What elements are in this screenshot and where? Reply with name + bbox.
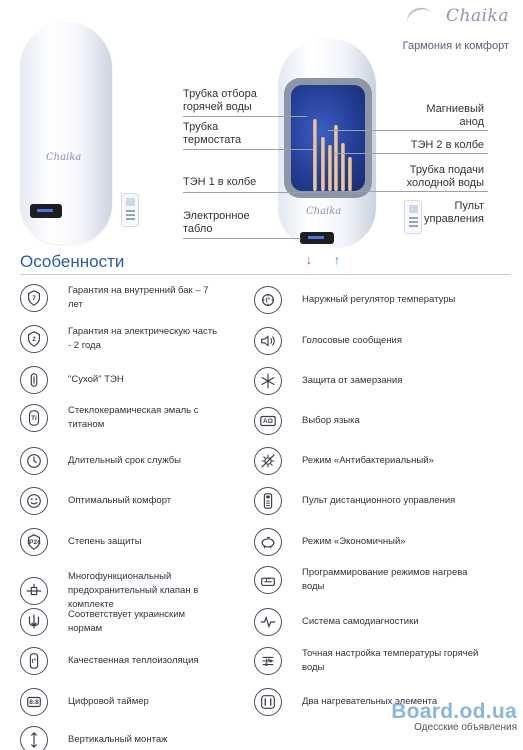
feature-item bbox=[20, 447, 250, 475]
brand-logo bbox=[403, 6, 509, 52]
tank-interior bbox=[291, 85, 365, 191]
programming-icon bbox=[254, 566, 282, 594]
callout-ten2: ТЭН 2 в колбе bbox=[410, 139, 484, 151]
warranty-7-icon bbox=[20, 284, 48, 312]
feature-item bbox=[254, 528, 484, 556]
icon-badge: AΩ bbox=[263, 417, 273, 425]
feature-item bbox=[20, 325, 250, 353]
heating-element-1-icon bbox=[328, 145, 332, 191]
leader-line bbox=[183, 192, 321, 193]
callout-cold-tube: Трубка подачи холодной воды bbox=[406, 164, 484, 189]
cold-water-tube-icon bbox=[348, 157, 352, 191]
heater-logo: Chaika bbox=[46, 152, 82, 163]
vertical-mount-icon bbox=[20, 726, 48, 750]
speaker-icon bbox=[254, 327, 282, 355]
trident-icon bbox=[20, 608, 48, 636]
remote-control-image bbox=[121, 193, 139, 227]
feature-label: Программирование режимов нагрева воды bbox=[302, 567, 468, 592]
feature-item bbox=[254, 407, 484, 435]
icon-badge: IP24 bbox=[27, 538, 41, 546]
feature-label: Выбор языка bbox=[302, 415, 360, 426]
feature-item bbox=[254, 286, 484, 314]
feature-item bbox=[20, 404, 250, 432]
icon-badge: 8:8 bbox=[29, 698, 39, 706]
feature-item bbox=[20, 366, 250, 394]
dry-heater-icon bbox=[20, 366, 48, 394]
section-divider bbox=[20, 274, 510, 275]
thermostat-tube-icon bbox=[321, 137, 325, 191]
clock-icon bbox=[20, 447, 48, 475]
two-elements-icon bbox=[254, 688, 282, 716]
feature-label: Вертикальный монтаж bbox=[68, 734, 168, 745]
feature-label: Цифровой таймер bbox=[68, 696, 149, 707]
feature-item bbox=[20, 647, 250, 675]
product-illustration bbox=[0, 0, 523, 272]
smile-icon bbox=[20, 487, 48, 515]
titanium-enamel-icon bbox=[20, 404, 48, 432]
water-heater-front-image bbox=[20, 22, 112, 244]
feature-label: Гарантия на внутренний бак – 7 лет bbox=[68, 285, 209, 310]
insulation-icon bbox=[20, 647, 48, 675]
ip24-shield-icon bbox=[20, 528, 48, 556]
icon-badge: t° bbox=[265, 296, 271, 304]
leader-line bbox=[328, 130, 488, 131]
feature-label: Два нагревательных элемента bbox=[302, 696, 438, 707]
feature-item bbox=[20, 688, 250, 716]
remote-control-icon bbox=[254, 487, 282, 515]
warranty-2-icon bbox=[20, 325, 48, 353]
feature-item bbox=[254, 608, 484, 636]
feature-item bbox=[20, 528, 250, 556]
antibacterial-icon bbox=[254, 447, 282, 475]
watermark-main: Board.od.ua bbox=[391, 700, 517, 723]
feature-item bbox=[20, 608, 250, 636]
self-diagnostics-icon bbox=[254, 608, 282, 636]
feature-item bbox=[20, 487, 250, 515]
callout-ten1: ТЭН 1 в колбе bbox=[183, 176, 257, 188]
tank-cutaway bbox=[284, 78, 372, 198]
valve-icon bbox=[20, 577, 48, 605]
feature-item bbox=[254, 367, 484, 395]
feature-label: Многофункциональный предохранительный клапан в комплекте bbox=[68, 571, 199, 610]
feature-label: Соответствует украинским нормам bbox=[68, 609, 186, 634]
feature-item bbox=[20, 284, 250, 312]
external-thermostat-icon bbox=[254, 286, 282, 314]
feature-item bbox=[254, 327, 484, 355]
feature-item bbox=[254, 447, 484, 475]
cold-water-arrow-icon: ↑ bbox=[334, 253, 340, 267]
snowflake-icon bbox=[254, 367, 282, 395]
feature-label: Точная настройка температуры горячей воды bbox=[302, 648, 479, 673]
heating-element-2-icon bbox=[341, 143, 345, 191]
feature-label: Голосовые сообщения bbox=[302, 335, 403, 346]
leader-line bbox=[183, 238, 301, 239]
leader-line bbox=[183, 116, 307, 117]
brand-tagline: Гармония и комфорт bbox=[402, 40, 509, 52]
heater-display-icon bbox=[30, 204, 62, 218]
leader-line bbox=[183, 149, 313, 150]
feature-item bbox=[254, 487, 484, 515]
feature-label: Длительный срок службы bbox=[68, 455, 182, 466]
feature-label: Качественная теплоизоляция bbox=[68, 655, 199, 666]
icon-badge: 7 bbox=[32, 294, 36, 302]
electronic-display-icon bbox=[300, 232, 334, 244]
icon-badge: Ti bbox=[31, 414, 37, 422]
leader-line bbox=[334, 153, 488, 154]
callout-display: Электронное табло bbox=[183, 210, 250, 235]
feature-label: Наружный регулятор температуры bbox=[302, 294, 456, 305]
icon-badge: 2 bbox=[32, 335, 36, 343]
feature-label: Защита от замерзания bbox=[302, 375, 403, 386]
icon-badge: t° bbox=[265, 657, 271, 665]
feature-label: Режим «Экономичный» bbox=[302, 536, 406, 547]
digital-timer-icon bbox=[20, 688, 48, 716]
watermark bbox=[391, 700, 517, 733]
icon-badge: t° bbox=[31, 657, 37, 665]
icon-badge: t° bbox=[265, 576, 271, 584]
feature-label: Пульт дистанционного управления bbox=[302, 495, 456, 506]
feature-label: Стеклокерамическая эмаль с титаном bbox=[68, 405, 199, 430]
magnesium-anode-icon bbox=[334, 125, 338, 191]
precise-temperature-icon bbox=[254, 647, 282, 675]
callout-thermostat-tube: Трубка термостата bbox=[183, 121, 242, 146]
feature-item bbox=[20, 726, 250, 750]
language-icon bbox=[254, 407, 282, 435]
feature-label: Степень защиты bbox=[68, 536, 142, 547]
feature-label: Оптимальный комфорт bbox=[68, 495, 172, 506]
brand-name: Chaika bbox=[446, 6, 509, 26]
feature-item bbox=[20, 570, 250, 612]
hot-water-arrow-icon: ↓ bbox=[306, 253, 312, 267]
callout-remote: Пульт управления bbox=[424, 200, 484, 225]
feature-label: Гарантия на электрическую часть - 2 года bbox=[68, 326, 218, 351]
callout-anode: Магниевый анод bbox=[426, 103, 484, 128]
section-title: Особенности bbox=[20, 252, 125, 271]
feature-label: Система самодиагностики bbox=[302, 616, 419, 627]
feature-label: "Сухой" ТЭН bbox=[68, 374, 124, 385]
feature-item bbox=[254, 647, 484, 675]
feature-label: Режим «Антибактериальный» bbox=[302, 455, 434, 466]
piggy-bank-icon bbox=[254, 528, 282, 556]
leader-line bbox=[342, 191, 488, 192]
heater-logo-right: Chaika bbox=[306, 206, 342, 217]
watermark-sub: Одесские объявления bbox=[414, 722, 517, 733]
hot-water-tube-icon bbox=[313, 119, 317, 191]
feature-item bbox=[254, 566, 484, 594]
callout-hot-tube: Трубка отбора горячей воды bbox=[183, 88, 257, 113]
